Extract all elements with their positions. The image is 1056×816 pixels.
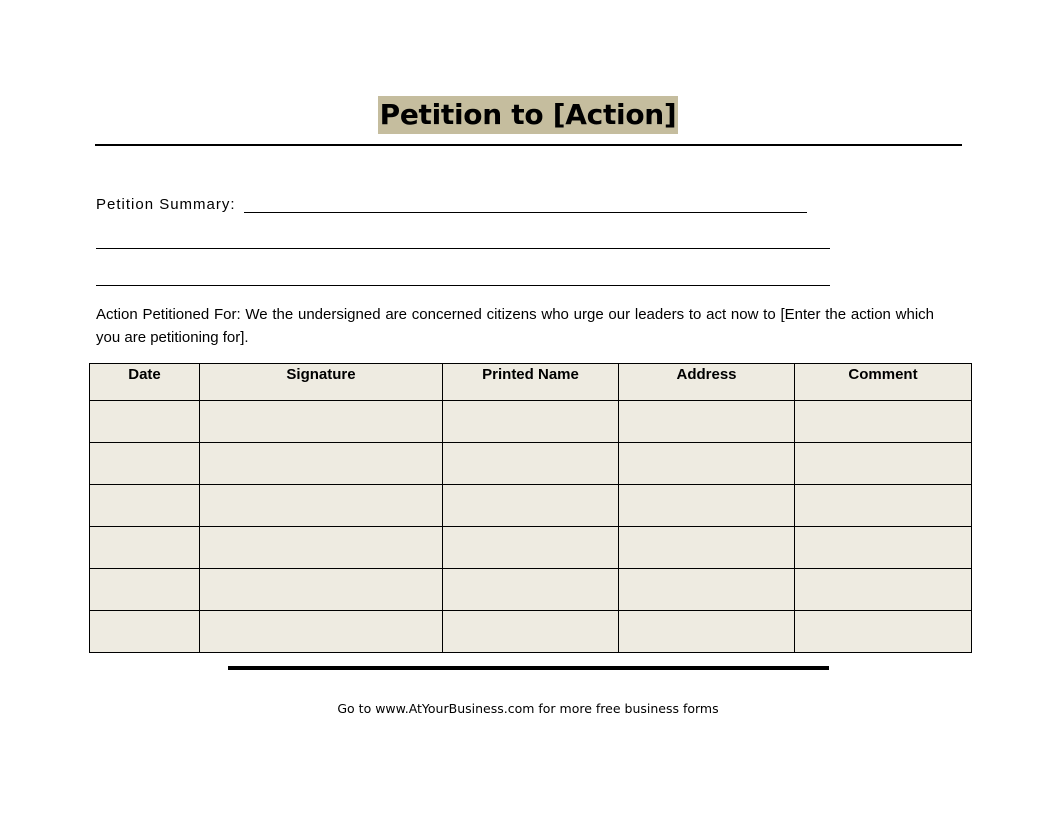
table-cell-printed-name[interactable] [443,569,619,611]
column-header-comment: Comment [795,364,972,401]
table-cell-comment[interactable] [795,611,972,653]
table-cell-comment[interactable] [795,527,972,569]
table-cell-address[interactable] [619,485,795,527]
table-cell-printed-name[interactable] [443,611,619,653]
table-cell-date[interactable] [90,401,200,443]
column-header-address: Address [619,364,795,401]
table-row [90,611,972,653]
table-cell-signature[interactable] [200,611,443,653]
table-cell-printed-name[interactable] [443,401,619,443]
table-cell-signature[interactable] [200,401,443,443]
table-cell-date[interactable] [90,443,200,485]
table-row [90,485,972,527]
table-cell-address[interactable] [619,401,795,443]
table-header-row [90,364,972,401]
table-cell-signature[interactable] [200,485,443,527]
title-container [0,96,1056,134]
table-cell-address[interactable] [619,527,795,569]
table-cell-signature[interactable] [200,569,443,611]
bottom-divider [228,666,829,670]
table-cell-date[interactable] [90,485,200,527]
table-cell-date[interactable] [90,569,200,611]
table-cell-printed-name[interactable] [443,485,619,527]
petition-summary-field[interactable] [244,198,807,213]
table-cell-date[interactable] [90,611,200,653]
table-cell-printed-name[interactable] [443,443,619,485]
table-cell-comment[interactable] [795,401,972,443]
table-cell-address[interactable] [619,569,795,611]
page-title: Petition to [Action] [378,96,679,134]
table-row [90,527,972,569]
column-header-printed-name: Printed Name [443,364,619,401]
table-cell-address[interactable] [619,611,795,653]
table-cell-comment[interactable] [795,485,972,527]
table-row [90,401,972,443]
summary-blank-line-2[interactable] [96,248,830,249]
petition-summary-label: Petition Summary: [96,196,236,213]
signature-table [89,363,972,653]
table-row [90,443,972,485]
column-header-signature: Signature [200,364,443,401]
column-header-date: Date [90,364,200,401]
table-cell-comment[interactable] [795,443,972,485]
table-cell-signature[interactable] [200,443,443,485]
action-petitioned-text: Action Petitioned For: We the undersigned are concerned citizens who urge our leaders to act now to [Enter the action which you are petitioning for]. [96,306,934,346]
petition-summary-row [96,196,807,213]
footer-text: Go to www.AtYourBusiness.com for more free business forms [337,701,719,716]
table-cell-address[interactable] [619,443,795,485]
table-cell-printed-name[interactable] [443,527,619,569]
title-divider [95,144,962,146]
signature-table-body [90,401,972,653]
table-cell-comment[interactable] [795,569,972,611]
summary-blank-line-3[interactable] [96,285,830,286]
table-cell-date[interactable] [90,527,200,569]
table-row [90,569,972,611]
table-cell-signature[interactable] [200,527,443,569]
